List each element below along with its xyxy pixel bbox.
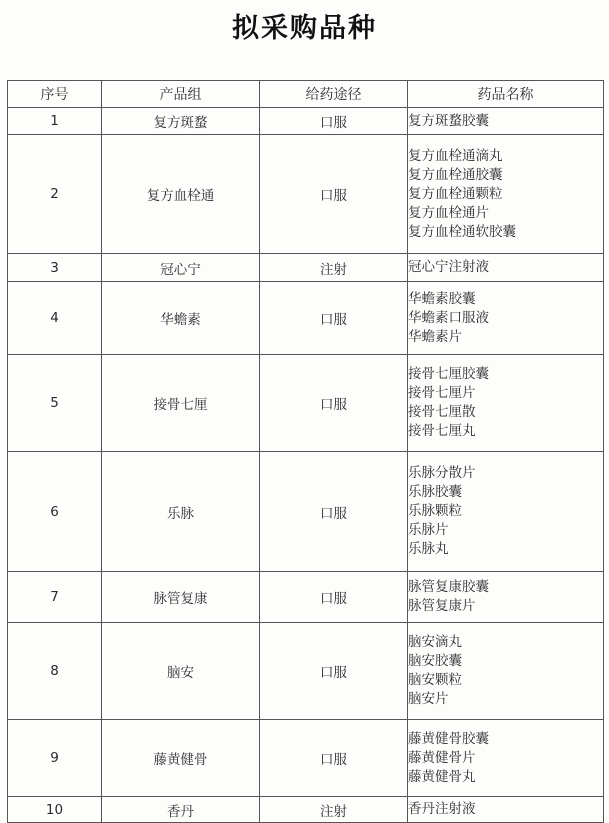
- cell-route: 口服: [260, 452, 408, 572]
- table-row: [8, 355, 604, 452]
- drug-name: 接骨七厘片: [408, 385, 476, 401]
- table-row: [8, 623, 604, 720]
- cell-no: 3: [8, 254, 102, 282]
- drug-name: 冠心宁注射液: [408, 259, 489, 275]
- table-row: [8, 108, 604, 135]
- cell-group: 华蟾素: [102, 282, 260, 355]
- drug-name: 乐脉胶囊: [408, 484, 462, 500]
- cell-no: 6: [8, 452, 102, 572]
- cell-route: 注射: [260, 797, 408, 823]
- cell-group: 乐脉: [102, 452, 260, 572]
- drug-name: 华蟾素胶囊: [408, 290, 476, 307]
- drug-name: 乐脉颗粒: [408, 503, 462, 519]
- cell-group: 藤黄健骨: [102, 720, 260, 797]
- cell-no: 5: [8, 355, 102, 452]
- drug-name: 脑安胶囊: [408, 653, 462, 669]
- drug-name: 复方血栓通滴丸: [408, 147, 503, 164]
- cell-no: 4: [8, 282, 102, 355]
- cell-drug-names: [408, 108, 604, 135]
- cell-no: 10: [8, 797, 102, 823]
- cell-route: 口服: [260, 720, 408, 797]
- cell-route: 口服: [260, 572, 408, 623]
- cell-route: 口服: [260, 623, 408, 720]
- cell-route: 口服: [260, 108, 408, 135]
- cell-drug-names: [408, 135, 604, 254]
- table-row: [8, 572, 604, 623]
- drug-name: 脑安颗粒: [408, 672, 462, 688]
- drug-name: 乐脉分散片: [408, 465, 476, 481]
- cell-route: 口服: [260, 135, 408, 254]
- table-row: [8, 797, 604, 823]
- cell-no: 7: [8, 572, 102, 623]
- drug-name: 华蟾素片: [408, 328, 462, 345]
- cell-group: 接骨七厘: [102, 355, 260, 452]
- procurement-table: [7, 80, 604, 823]
- header-drug-name: 药品名称: [408, 81, 604, 108]
- drug-name: 接骨七厘胶囊: [408, 366, 489, 382]
- drug-name: 复方血栓通颗粒: [408, 185, 503, 202]
- cell-route: 口服: [260, 355, 408, 452]
- drug-name: 接骨七厘丸: [408, 423, 476, 439]
- table-header-row: [8, 81, 604, 108]
- drug-name: 复方血栓通片: [408, 204, 489, 221]
- cell-drug-names: [408, 623, 604, 720]
- cell-group: 复方斑蝥: [102, 108, 260, 135]
- cell-no: 1: [8, 108, 102, 135]
- drug-name: 华蟾素口服液: [408, 309, 489, 326]
- drug-name: 脑安滴丸: [408, 634, 462, 650]
- table-row: [8, 720, 604, 797]
- drug-name: 脉管复康胶囊: [408, 579, 489, 595]
- drug-name: 复方血栓通胶囊: [408, 166, 503, 183]
- table-row: [8, 452, 604, 572]
- drug-name: 乐脉丸: [408, 541, 449, 557]
- cell-drug-names: [408, 254, 604, 282]
- header-route: 给药途径: [260, 81, 408, 108]
- header-no: 序号: [8, 81, 102, 108]
- drug-name: 复方斑蝥胶囊: [408, 112, 489, 129]
- cell-no: 8: [8, 623, 102, 720]
- cell-no: 9: [8, 720, 102, 797]
- drug-name: 藤黄健骨丸: [408, 768, 476, 785]
- cell-no: 2: [8, 135, 102, 254]
- drug-name: 藤黄健骨胶囊: [408, 730, 489, 747]
- cell-drug-names: [408, 720, 604, 797]
- drug-name: 藤黄健骨片: [408, 749, 476, 766]
- drug-name: 脉管复康片: [408, 598, 476, 614]
- cell-route: 口服: [260, 282, 408, 355]
- drug-name: 脑安片: [408, 691, 449, 707]
- cell-drug-names: [408, 282, 604, 355]
- drug-name: 乐脉片: [408, 522, 449, 538]
- page-title: 拟采购品种: [232, 13, 377, 44]
- cell-drug-names: [408, 572, 604, 623]
- cell-drug-names: [408, 797, 604, 823]
- table-row: [8, 254, 604, 282]
- cell-group: 脉管复康: [102, 572, 260, 623]
- cell-route: 注射: [260, 254, 408, 282]
- drug-name: 接骨七厘散: [408, 404, 476, 420]
- table-row: [8, 282, 604, 355]
- cell-group: 香丹: [102, 797, 260, 823]
- table-row: [8, 135, 604, 254]
- drug-name: 复方血栓通软胶囊: [408, 223, 516, 240]
- cell-group: 脑安: [102, 623, 260, 720]
- cell-drug-names: [408, 452, 604, 572]
- cell-group: 冠心宁: [102, 254, 260, 282]
- drug-name: 香丹注射液: [408, 801, 476, 817]
- header-group: 产品组: [102, 81, 260, 108]
- cell-drug-names: [408, 355, 604, 452]
- cell-group: 复方血栓通: [102, 135, 260, 254]
- table-body: [8, 108, 604, 823]
